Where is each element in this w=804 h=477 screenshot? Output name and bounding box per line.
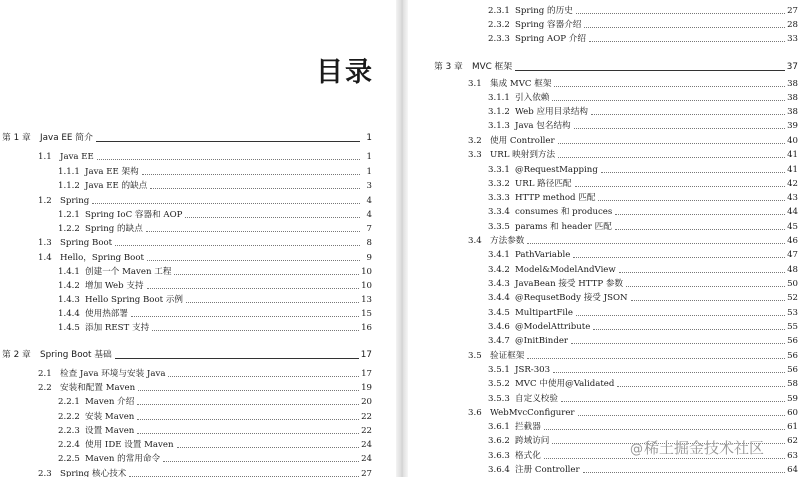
toc-entry-number: 3.3 (468, 150, 482, 160)
watermark-text: 稀土掘金技术社区 (644, 439, 765, 457)
toc-entry-page: 7 (366, 224, 372, 234)
toc-entry-number: 1.2 (38, 196, 52, 206)
dot-leader (146, 231, 360, 232)
toc-list-right (408, 0, 804, 477)
toc-entry-page: 45 (787, 222, 798, 232)
dot-leader (591, 114, 785, 115)
toc-entry-section (38, 380, 372, 394)
dot-leader (115, 245, 360, 246)
toc-entry-sub (58, 221, 372, 235)
toc-entry-page: 50 (787, 279, 798, 289)
dot-leader (527, 358, 785, 359)
toc-entry-number: 3.4.4 (488, 293, 510, 303)
toc-entry-sub (488, 333, 798, 347)
toc-entry-number: 3.6 (468, 408, 482, 418)
toc-entry-number: 第 1 章 (2, 133, 31, 143)
dot-leader (615, 214, 785, 215)
toc-entry-title: Spring Boot 基础 (40, 350, 112, 360)
toc-entry-sub (488, 376, 798, 390)
toc-entry-title: JSR-303 (515, 365, 551, 375)
toc-entry-page: 41 (787, 150, 798, 160)
dot-leader (558, 143, 785, 144)
toc-entry-page: 24 (361, 454, 372, 464)
toc-entry-title: 创建一个 Maven 工程 (85, 267, 172, 277)
watermark-at: @ (630, 442, 643, 457)
toc-entry-title: HTTP method 匹配 (515, 193, 596, 203)
toc-entry-title: 安装 Maven (85, 412, 135, 422)
toc-entry-sub (488, 190, 798, 204)
toc-entry-title: 使用热部署 (85, 309, 128, 319)
toc-entry-page: 56 (787, 351, 798, 361)
toc-entry-section (38, 149, 372, 163)
dot-leader (92, 203, 360, 204)
toc-entry-sub (488, 262, 798, 276)
toc-entry-page: 10 (361, 267, 372, 277)
toc-entry-number: 第 3 章 (434, 62, 463, 72)
toc-entry-sub (58, 394, 372, 408)
toc-entry-sub (488, 391, 798, 405)
toc-entry-page: 3 (366, 181, 372, 191)
toc-entry-page: 60 (787, 408, 798, 418)
toc-entry-page: 42 (787, 179, 798, 189)
toc-entry-page: 28 (787, 20, 798, 30)
toc-entry-number: 1.4.4 (58, 309, 80, 319)
toc-entry-page: 20 (361, 397, 372, 407)
toc-entry-number: 3.3.1 (488, 165, 510, 175)
toc-entry-page: 17 (360, 350, 372, 360)
toc-entry-page: 22 (361, 426, 372, 436)
toc-entry-sub (488, 17, 798, 31)
toc-entry-page: 37 (786, 62, 798, 72)
toc-entry-page: 47 (787, 250, 798, 260)
toc-entry-number: 2.3 (38, 469, 52, 477)
toc-entry-chapter (2, 130, 372, 144)
dot-leader (163, 461, 359, 462)
toc-entry-title: URL 路径匹配 (515, 179, 572, 189)
toc-entry-title: 使用 Controller (490, 136, 555, 146)
toc-entry-section (468, 147, 798, 161)
toc-entry-number: 2.2.5 (58, 454, 80, 464)
toc-entry-number: 3.4.2 (488, 265, 510, 275)
toc-entry-number: 3.4.5 (488, 308, 510, 318)
dot-leader (177, 447, 360, 448)
toc-entry-page: 15 (361, 309, 372, 319)
toc-entry-number: 3.5.3 (488, 394, 510, 404)
toc-entry-number: 1.1 (38, 152, 52, 162)
dot-leader (131, 316, 359, 317)
toc-entry-sub (488, 290, 798, 304)
toc-entry-sub (488, 419, 798, 433)
toc-entry-title: Java 包名结构 (515, 121, 571, 131)
toc-entry-number: 1.4.3 (58, 295, 80, 305)
dot-leader (576, 13, 785, 14)
toc-entry-number: 3.4.6 (488, 322, 510, 332)
toc-entry-title: 拦截器 (515, 422, 541, 432)
toc-entry-page: 4 (366, 196, 372, 206)
toc-entry-page: 1 (366, 167, 372, 177)
toc-entry-number: 3.4.7 (488, 336, 510, 346)
toc-entry-number: 2.1 (38, 369, 52, 379)
toc-entry-number: 第 2 章 (2, 350, 31, 360)
toc-entry-page: 59 (787, 394, 798, 404)
toc-entry-sub (58, 451, 372, 465)
toc-entry-sub (58, 164, 372, 178)
toc-entry-title: 引入依赖 (515, 93, 550, 103)
toc-entry-page: 4 (366, 210, 372, 220)
toc-entry-number: 3.3.2 (488, 179, 510, 189)
toc-entry-number: 3.6.1 (488, 422, 510, 432)
toc-entry-page: 64 (787, 465, 798, 475)
toc-entry-page: 13 (361, 295, 372, 305)
toc-entry-title: Spring (60, 196, 90, 206)
toc-entry-section (38, 366, 372, 380)
toc-entry-title: Spring 的缺点 (85, 224, 143, 234)
toc-entry-number: 1.2.1 (58, 210, 80, 220)
toc-entry-number: 3.1.1 (488, 93, 510, 103)
dot-leader (589, 41, 785, 42)
toc-entry-page: 63 (787, 451, 798, 461)
toc-entry-page: 38 (787, 107, 798, 117)
dot-leader (554, 86, 785, 87)
toc-entry-title: Spring AOP 介绍 (515, 34, 586, 44)
dot-leader (619, 272, 785, 273)
dot-leader (593, 329, 785, 330)
toc-entry-page: 1 (366, 152, 372, 162)
toc-entry-sub (488, 462, 798, 476)
dot-leader (185, 217, 360, 218)
dot-leader (147, 260, 360, 261)
toc-entry-number: 3.3.4 (488, 207, 510, 217)
toc-entry-title: Spring 的历史 (515, 6, 573, 16)
dot-leader (578, 415, 786, 416)
toc-entry-title: 增加 Web 支持 (85, 281, 144, 291)
dot-leader (571, 343, 785, 344)
left-page (0, 0, 396, 477)
toc-entry-sub (58, 264, 372, 278)
toc-entry-title: MVC 中使用@Validated (515, 379, 615, 389)
toc-entry-sub (488, 305, 798, 319)
toc-entry-number: 3.5 (468, 351, 482, 361)
toc-entry-sub (58, 409, 372, 423)
toc-entry-title: 注册 Controller (515, 465, 580, 475)
toc-entry-title: MVC 框架 (472, 62, 513, 72)
toc-entry-page: 52 (787, 293, 798, 303)
toc-entry-title: 使用 IDE 设置 Maven (85, 440, 174, 450)
dot-leader (561, 401, 785, 402)
dot-leader (558, 157, 785, 158)
toc-entry-number: 2.2.4 (58, 440, 80, 450)
dot-leader (626, 286, 785, 287)
toc-entry-sub (488, 176, 798, 190)
toc-entry-page: 38 (787, 79, 798, 89)
toc-entry-page: 10 (361, 281, 372, 291)
toc-entry-page: 61 (787, 422, 798, 432)
toc-entry-section (38, 466, 372, 477)
toc-entry-sub (488, 3, 798, 17)
dot-leader (186, 302, 359, 303)
toc-entry-number: 1.2.2 (58, 224, 80, 234)
toc-entry-number: 2.2 (38, 383, 52, 393)
toc-entry-title: 自定义校验 (515, 394, 558, 404)
toc-entry-page: 1 (366, 133, 372, 143)
toc-entry-page: 46 (787, 236, 798, 246)
toc-entry-number: 3.6.3 (488, 451, 510, 461)
toc-entry-page: 48 (787, 265, 798, 275)
watermark (630, 437, 764, 458)
dot-leader (574, 128, 785, 129)
toc-entry-number: 3.2 (468, 136, 482, 146)
toc-entry-sub (58, 292, 372, 306)
dot-leader (527, 243, 785, 244)
toc-entry-number: 3.5.2 (488, 379, 510, 389)
toc-entry-section (38, 250, 372, 264)
toc-entry-number: 1.3 (38, 238, 52, 248)
toc-entry-title: @RequestMapping (515, 165, 598, 175)
dot-leader (147, 288, 360, 289)
toc-entry-page: 58 (787, 379, 798, 389)
toc-entry-page: 9 (366, 253, 372, 263)
dot-leader (552, 100, 785, 101)
toc-entry-title: Spring Boot (60, 238, 113, 248)
toc-entry-number: 3.6.2 (488, 436, 510, 446)
toc-entry-sub (488, 362, 798, 376)
toc-entry-section (468, 76, 798, 90)
toc-entry-title: 安装和配置 Maven (60, 383, 136, 393)
toc-entry-title: URL 映射到方法 (490, 150, 556, 160)
toc-entry-number: 3.1.3 (488, 121, 510, 131)
toc-entry-sub (58, 207, 372, 221)
toc-entry-number: 3.1.2 (488, 107, 510, 117)
toc-entry-title: Model&ModelAndView (515, 265, 616, 275)
toc-entry-title: JavaBean 接受 HTTP 参数 (515, 279, 624, 289)
toc-entry-sub (58, 320, 372, 334)
toc-entry-number: 1.1.1 (58, 167, 80, 177)
toc-entry-sub (488, 104, 798, 118)
toc-entry-sub (58, 437, 372, 451)
dot-leader (598, 200, 785, 201)
toc-entry-number: 1.4.1 (58, 267, 80, 277)
toc-entry-chapter (2, 347, 372, 361)
toc-entry-title: Java EE (60, 152, 94, 162)
toc-entry-number: 3.5.1 (488, 365, 510, 375)
dot-leader (631, 300, 786, 301)
toc-entry-sub (488, 90, 798, 104)
dot-leader (575, 186, 786, 187)
toc-entry-title: Hello，Spring Boot (60, 253, 144, 263)
toc-entry-page: 22 (361, 412, 372, 422)
dot-leader (576, 315, 785, 316)
right-page (408, 0, 804, 477)
toc-entry-title: Maven 介绍 (85, 397, 135, 407)
toc-entry-title: 集成 MVC 框架 (490, 79, 552, 89)
dot-leader (115, 358, 359, 359)
toc-entry-sub (58, 278, 372, 292)
toc-entry-sub (488, 219, 798, 233)
toc-entry-title: Java EE 简介 (40, 133, 93, 143)
toc-entry-number: 2.3.2 (488, 20, 510, 30)
dot-leader (615, 229, 785, 230)
dot-leader (168, 376, 359, 377)
dot-leader (617, 386, 785, 387)
toc-entry-sub (58, 306, 372, 320)
toc-entry-page: 39 (787, 121, 798, 131)
toc-entry-number: 1.4 (38, 253, 52, 263)
dot-leader (150, 188, 360, 189)
toc-entry-number: 3.4 (468, 236, 482, 246)
toc-entry-number: 3.1 (468, 79, 482, 89)
toc-entry-sub (488, 162, 798, 176)
toc-entry-page: 38 (787, 93, 798, 103)
toc-entry-title: @ModelAttribute (515, 322, 591, 332)
dot-leader (137, 404, 359, 405)
toc-list-left (0, 0, 396, 477)
dot-leader (583, 472, 785, 473)
dot-leader (584, 27, 785, 28)
toc-entry-title: 设置 Maven (85, 426, 135, 436)
toc-entry-title: 格式化 (515, 451, 541, 461)
toc-entry-title: Hello Spring Boot 示例 (85, 295, 184, 305)
dot-leader (137, 419, 359, 420)
toc-entry-section (468, 405, 798, 419)
toc-entry-page: 24 (361, 440, 372, 450)
toc-entry-page: 19 (361, 383, 372, 393)
toc-entry-title: Web 应用目录结构 (515, 107, 589, 117)
toc-entry-page: 27 (787, 6, 798, 16)
toc-entry-chapter (434, 59, 798, 73)
dot-leader (97, 159, 360, 160)
toc-entry-section (468, 348, 798, 362)
toc-entry-page: 41 (787, 165, 798, 175)
toc-entry-title: 添加 REST 支持 (85, 323, 150, 333)
toc-entry-number: 3.6.4 (488, 465, 510, 475)
dot-leader (544, 458, 785, 459)
toc-entry-number: 3.4.3 (488, 279, 510, 289)
toc-entry-title: 检查 Java 环境与安装 Java (60, 369, 166, 379)
toc-entry-number: 1.4.2 (58, 281, 80, 291)
toc-entry-page: 40 (787, 136, 798, 146)
page-title: 目录 (316, 57, 374, 88)
dot-leader (138, 390, 359, 391)
toc-entry-title: Spring 容器介绍 (515, 20, 582, 30)
toc-entry-title: @RequsetBody 接受 JSON (515, 293, 628, 303)
toc-entry-sub (488, 118, 798, 132)
toc-entry-number: 2.2.2 (58, 412, 80, 422)
dot-leader (152, 330, 359, 331)
toc-entry-sub (58, 423, 372, 437)
toc-entry-number: 3.3.5 (488, 222, 510, 232)
toc-entry-title: Maven 的常用命令 (85, 454, 161, 464)
toc-entry-page: 8 (366, 238, 372, 248)
dot-leader (137, 433, 359, 434)
toc-entry-section (38, 235, 372, 249)
toc-entry-page: 27 (361, 469, 372, 477)
toc-entry-sub (488, 247, 798, 261)
dot-leader (553, 372, 785, 373)
toc-entry-number: 2.3.1 (488, 6, 510, 16)
toc-entry-sub (58, 178, 372, 192)
dot-leader (174, 274, 359, 275)
toc-entry-sub (488, 204, 798, 218)
toc-entry-number: 3.4.1 (488, 250, 510, 260)
toc-entry-page: 43 (787, 193, 798, 203)
toc-entry-title: consumes 和 produces (515, 207, 613, 217)
toc-entry-title: 验证框架 (490, 351, 525, 361)
book-gutter (396, 0, 408, 477)
toc-entry-number: 2.2.1 (58, 397, 80, 407)
dot-leader (544, 429, 785, 430)
toc-entry-number: 3.3.3 (488, 193, 510, 203)
toc-entry-title: 方法参数 (490, 236, 525, 246)
toc-entry-sub (488, 276, 798, 290)
toc-entry-title: params 和 header 匹配 (515, 222, 612, 232)
toc-entry-title: Java EE 的缺点 (85, 181, 148, 191)
toc-entry-number: 2.2.3 (58, 426, 80, 436)
toc-entry-section (468, 233, 798, 247)
toc-entry-number: 1.1.2 (58, 181, 80, 191)
toc-entry-title: Spring IoC 容器和 AOP (85, 210, 183, 220)
dot-leader (573, 257, 785, 258)
dot-leader (601, 172, 785, 173)
toc-entry-section (468, 133, 798, 147)
toc-entry-page: 56 (787, 336, 798, 346)
toc-entry-number: 1.4.5 (58, 323, 80, 333)
toc-entry-page: 53 (787, 308, 798, 318)
toc-entry-sub (488, 31, 798, 45)
toc-entry-page: 44 (787, 207, 798, 217)
toc-entry-sub (488, 319, 798, 333)
toc-entry-title: 跨域访问 (515, 436, 550, 446)
toc-entry-title: WebMvcConfigurer (490, 408, 575, 418)
toc-entry-title: @InitBinder (515, 336, 569, 346)
toc-entry-page: 33 (787, 34, 798, 44)
dot-leader (515, 70, 785, 71)
toc-entry-title: Java EE 架构 (85, 167, 139, 177)
toc-entry-page: 16 (361, 323, 372, 333)
dot-leader (96, 141, 360, 142)
toc-entry-number: 2.3.3 (488, 34, 510, 44)
toc-entry-title: Spring 核心技术 (60, 469, 127, 477)
toc-entry-section (38, 193, 372, 207)
toc-entry-page: 17 (361, 369, 372, 379)
toc-entry-page: 62 (787, 436, 798, 446)
toc-entry-title: PathVariable (515, 250, 571, 260)
toc-entry-page: 55 (787, 322, 798, 332)
toc-entry-page: 56 (787, 365, 798, 375)
dot-leader (142, 174, 360, 175)
toc-entry-title: MultipartFile (515, 308, 574, 318)
